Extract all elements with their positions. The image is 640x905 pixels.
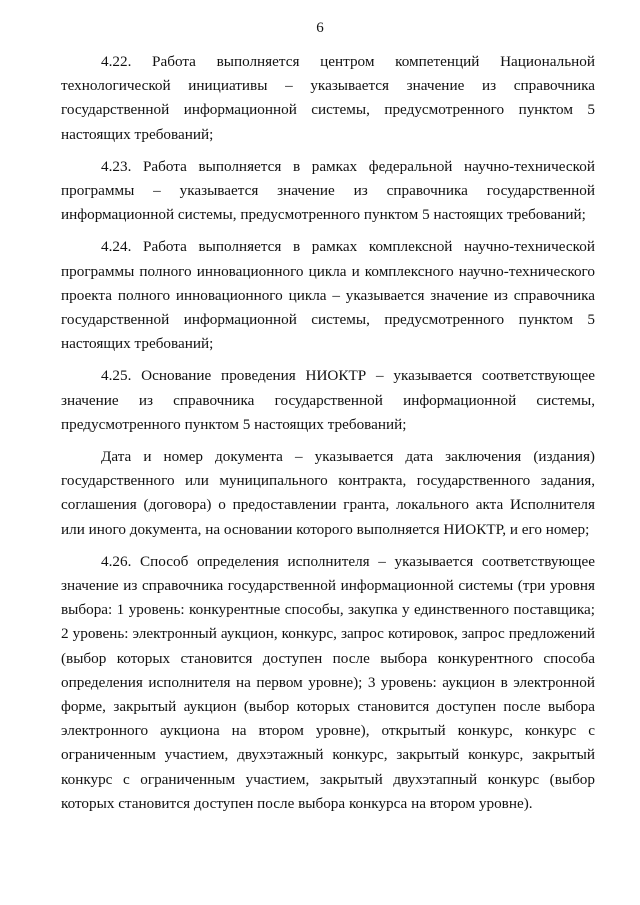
paragraph-4-23: 4.23. Работа выполняется в рамках федеральной научно-технической программы – указывается значение из справочника государственной информационной системы, предусмотренного пунктом 5 настоящих требований; bbox=[61, 157, 595, 224]
document-body bbox=[61, 50, 595, 824]
paragraph-4-24: 4.24. Работа выполняется в рамках комплексной научно-технической программы полного инновационного цикла и комплексного научно-технического проекта полного инновационного цикла – указывается значение из справочника государственной информационной системы, предусмотренного пунктом 5 настоящих требований; bbox=[61, 238, 595, 353]
paragraph-4-22: 4.22. Работа выполняется центром компетенций Национальной технологической инициативы – указывается значение из справочника государственной информационной системы, предусмотренного пунктом 5 настоящих требований; bbox=[61, 53, 595, 143]
paragraph-document-date-number: Дата и номер документа – указывается дата заключения (издания) государственного или муниципального контракта, государственного задания, соглашения (договора) о предоставлении гранта, локального акта Исполнителя или иного документа, на основании которого выполняется НИОКТР, и его номер; bbox=[61, 448, 595, 538]
paragraph-4-25: 4.25. Основание проведения НИОКТР – указывается соответствующее значение из справочника государственной информационной системы, предусмотренного пунктом 5 настоящих требований; bbox=[61, 367, 595, 433]
page-number: 6 bbox=[316, 20, 324, 36]
paragraph-4-26: 4.26. Способ определения исполнителя – указывается соответствующее значение из справочника государственной информационной системы (три уровня выбора: 1 уровень: конкурентные способы, закупка у единственного поставщика; 2 уровень: электронный аукцион, конкурс, запрос котировок, запрос предложений (выбор которых становится доступен после выбора конкурентного способа определения исполнителя на первом уровне); 3 уровень: аукцион в электронной форме, закрытый аукцион (выбор которых становится доступен после выбора электронного аукциона на втором уровне), открытый конкурс, конкурс с ограниченным участием, двухэтажный конкурс, закрытый конкурс, закрытый конкурс с ограниченным участием, закрытый двухэтапный конкурс (выбор которых становится доступен после выбора конкурса на втором уровне). bbox=[61, 552, 595, 812]
